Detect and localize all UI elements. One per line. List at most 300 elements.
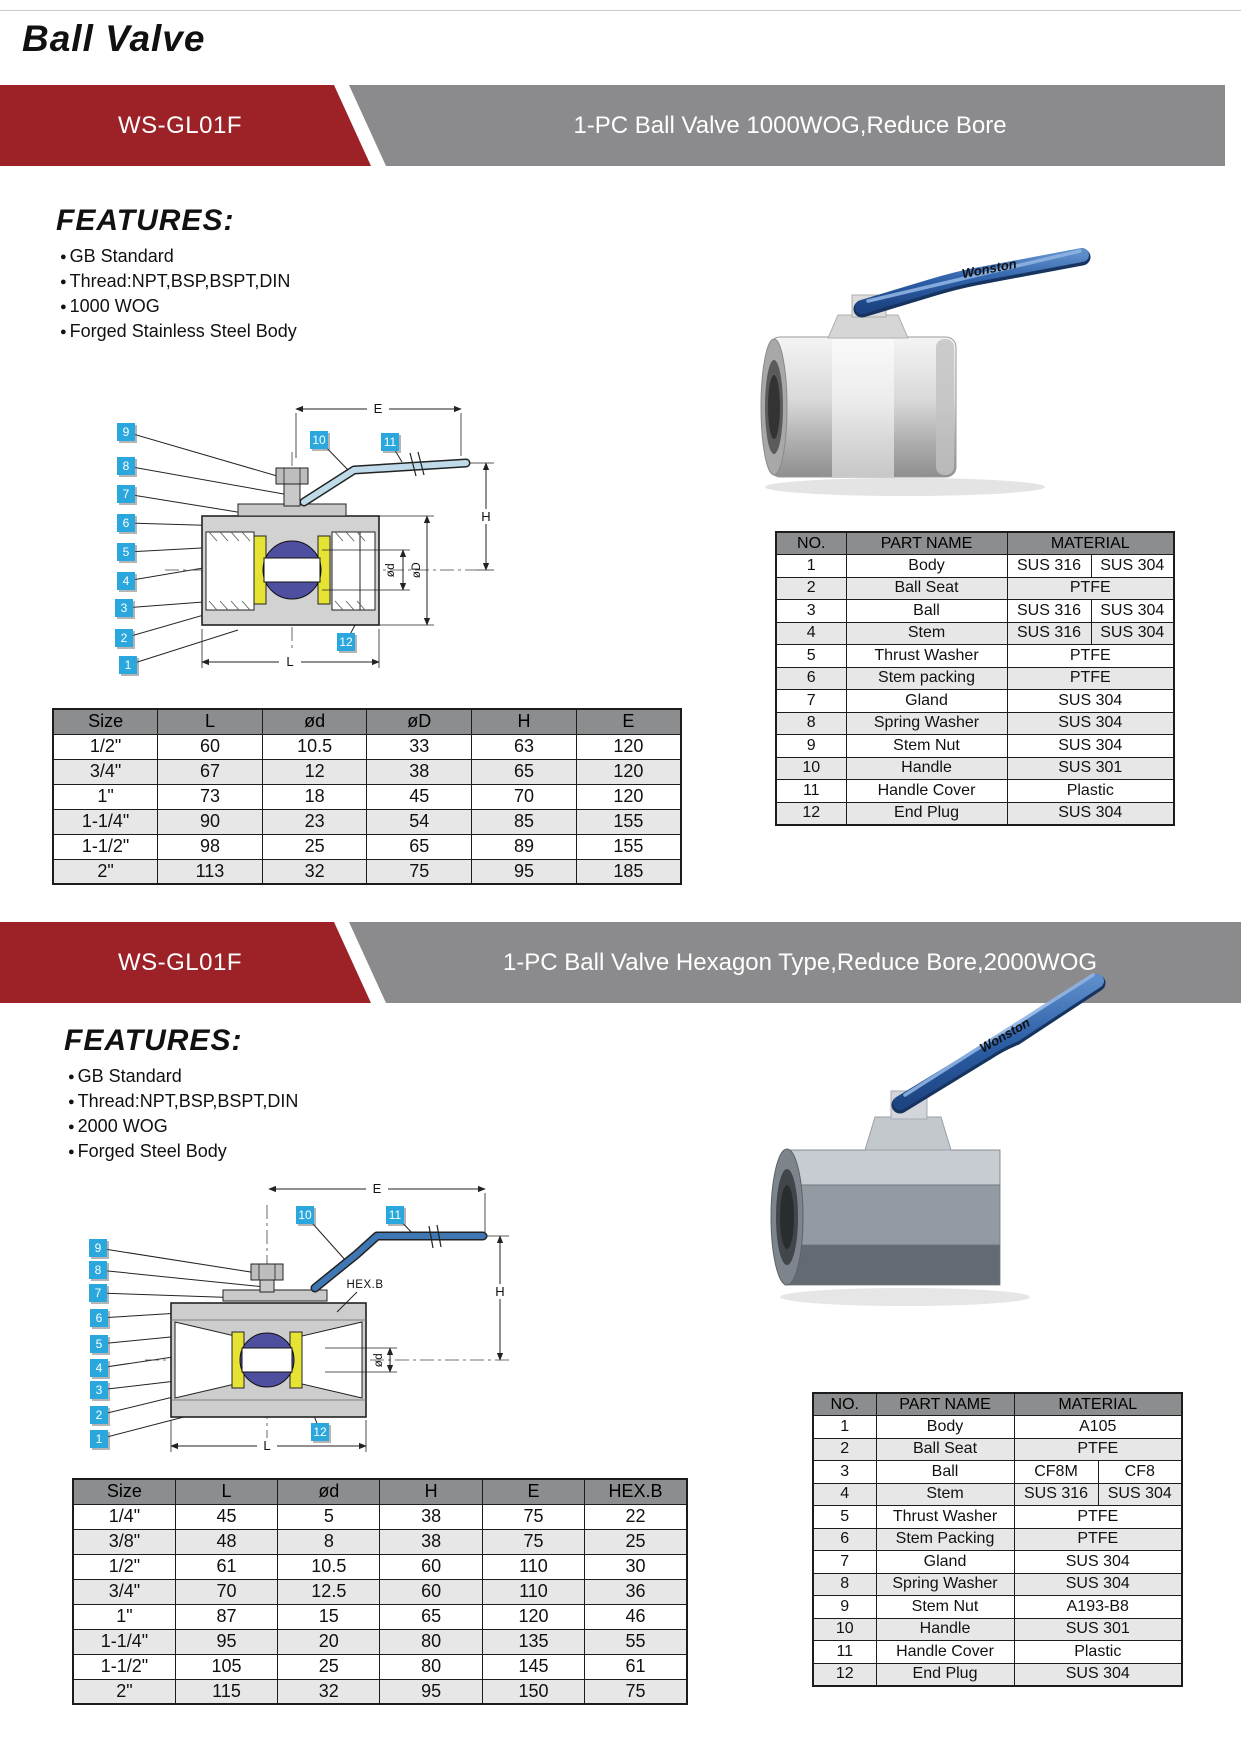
technical-drawing-2 [85,1180,515,1465]
part-number: 10 [813,1618,876,1641]
part-name: Stem [846,622,1007,645]
part-number: 6 [776,667,846,690]
table-cell: 120 [576,734,681,759]
table-header-row [53,709,681,734]
table-row [73,1554,687,1579]
table-row [776,735,1174,758]
table-row [813,1461,1182,1484]
callout-10: 10 [310,431,328,449]
part-name: Spring Washer [846,712,1007,735]
ball [263,541,321,599]
stem-assembly [238,468,346,516]
callout-7: 7 [89,1284,107,1302]
table-cell: 60 [380,1554,482,1579]
part-material: SUS 304 [1014,1551,1182,1574]
table-cell: 2" [73,1679,175,1704]
table-cell: 1/2" [53,734,158,759]
part-number: 1 [813,1416,876,1439]
handle-photo [862,251,1082,309]
table-row [73,1504,687,1529]
column-header: L [175,1479,277,1504]
table-cell: 89 [472,834,577,859]
valve-photo-2 [745,945,1125,1315]
table-cell: 36 [585,1579,687,1604]
parts-table-1 [775,531,1175,826]
table-cell: 110 [482,1579,584,1604]
table-cell: 22 [585,1504,687,1529]
table-cell: 75 [482,1529,584,1554]
part-material: SUS 304 [1014,1663,1182,1686]
table-cell: 45 [367,784,472,809]
part-name: Ball [846,600,1007,623]
size-table-2 [72,1478,688,1705]
table-cell: 15 [278,1604,380,1629]
table-row [813,1641,1182,1664]
table-cell: 120 [576,759,681,784]
valve-body-photo [771,1149,1000,1285]
column-header: MATERIAL [1007,532,1174,555]
part-material: SUS 304 [1091,555,1174,578]
callout-5: 5 [117,543,135,561]
callout-1: 1 [90,1430,108,1448]
part-number: 10 [776,757,846,780]
part-name: Thrust Washer [876,1506,1014,1529]
table-cell: 75 [585,1679,687,1704]
table-row [53,784,681,809]
part-number: 3 [776,600,846,623]
table-cell: 2" [53,859,158,884]
column-header: NO. [813,1393,876,1416]
column-header: ød [262,709,367,734]
table-cell: 135 [482,1629,584,1654]
table-row [776,600,1174,623]
callout-2: 2 [90,1406,108,1424]
table-cell: 90 [158,809,263,834]
table-cell: 18 [262,784,367,809]
part-number: 2 [776,577,846,600]
table-row [776,645,1174,668]
feature-item: ● GB Standard [60,244,297,269]
table-cell: 60 [158,734,263,759]
table-cell: 73 [158,784,263,809]
table-cell: 120 [576,784,681,809]
table-cell: 60 [380,1579,482,1604]
part-material: Plastic [1007,780,1174,803]
part-number: 1 [776,555,846,578]
feature-item: ● GB Standard [68,1064,298,1089]
callout-12: 12 [337,633,355,651]
dimension-E [296,401,461,458]
part-material: CF8M [1014,1461,1098,1484]
part-material: SUS 304 [1007,802,1174,825]
feature-item: ● Forged Stainless Steel Body [60,319,297,344]
table-row [73,1679,687,1704]
part-name: Ball [876,1461,1014,1484]
table-row [813,1573,1182,1596]
handle [304,452,466,502]
table-cell: 25 [262,834,367,859]
feature-item: ● Forged Steel Body [68,1139,298,1164]
part-number: 8 [813,1573,876,1596]
table-cell: 80 [380,1654,482,1679]
feature-item: ● 2000 WOG [68,1114,298,1139]
part-number: 7 [776,690,846,713]
part-name: Handle [846,757,1007,780]
table-row [776,577,1174,600]
table-row [776,667,1174,690]
table-row [813,1618,1182,1641]
table-cell: 70 [175,1579,277,1604]
dim-label-oD: øD [411,561,423,579]
part-name: Stem Nut [876,1596,1014,1619]
table-cell: 38 [380,1504,482,1529]
features-list-2 [64,1064,298,1164]
table-cell: 45 [175,1504,277,1529]
photo-shadow [765,478,1045,496]
part-number: 4 [776,622,846,645]
top-divider [0,10,1241,11]
table-cell: 98 [158,834,263,859]
table-cell: 3/8" [73,1529,175,1554]
product-photo-1 [740,235,1120,500]
table-cell: 65 [472,759,577,784]
product-title-2: 1-PC Ball Valve Hexagon Type,Reduce Bore,2000WOG [502,949,1098,976]
table-row [776,802,1174,825]
table-cell: 32 [278,1679,380,1704]
table-row [813,1596,1182,1619]
part-material: A193-B8 [1014,1596,1182,1619]
part-material: SUS 304 [1007,735,1174,758]
column-header: PART NAME [846,532,1007,555]
table-cell: 46 [585,1604,687,1629]
callout-3: 3 [90,1381,108,1399]
table-cell: 115 [175,1679,277,1704]
part-number: 5 [813,1506,876,1529]
table-cell: 95 [472,859,577,884]
model-code-1: WS-GL01F [117,112,243,139]
callout-9: 9 [117,423,135,441]
table-cell: 87 [175,1604,277,1629]
part-name: Ball Seat [846,577,1007,600]
part-material: SUS 304 [1091,622,1174,645]
part-material: SUS 316 [1007,622,1091,645]
callout-8: 8 [89,1261,107,1279]
features-heading-1: FEATURES: [56,204,235,237]
table-cell: 54 [367,809,472,834]
table-cell: 61 [585,1654,687,1679]
table-row [776,780,1174,803]
table-cell: 155 [576,834,681,859]
callout-11: 11 [386,1206,404,1224]
dim-label-H: H [495,1284,505,1299]
table-cell: 3/4" [53,759,158,784]
callout-1: 1 [119,656,137,674]
section1-banner [0,85,1241,166]
table-cell: 1/4" [73,1504,175,1529]
part-material: SUS 304 [1007,712,1174,735]
part-name: End Plug [876,1663,1014,1686]
table-cell: 1-1/2" [53,834,158,859]
part-name: Stem [876,1483,1014,1506]
table-cell: 1-1/2" [73,1654,175,1679]
table-row [53,759,681,784]
table-row [776,690,1174,713]
table-cell: 150 [482,1679,584,1704]
table-cell: 105 [175,1654,277,1679]
table-cell: 8 [278,1529,380,1554]
part-name: Handle Cover [846,780,1007,803]
table-cell: 25 [585,1529,687,1554]
table-row [73,1529,687,1554]
part-number: 5 [776,645,846,668]
part-name: Gland [876,1551,1014,1574]
callout-9: 9 [89,1239,107,1257]
table-row [776,622,1174,645]
table-row [813,1416,1182,1439]
part-material: SUS 316 [1014,1483,1098,1506]
features-block-2 [64,1024,298,1164]
table-cell: 65 [367,834,472,859]
part-material: SUS 304 [1014,1573,1182,1596]
table-cell: 12.5 [278,1579,380,1604]
column-header: MATERIAL [1014,1393,1182,1416]
table-cell: 33 [367,734,472,759]
part-name: Stem Nut [846,735,1007,758]
stem-assembly [223,1264,327,1301]
table-cell: 63 [472,734,577,759]
part-name: Stem Packing [876,1528,1014,1551]
page-title: Ball Valve [22,18,206,59]
part-material: SUS 304 [1007,690,1174,713]
callout-6: 6 [117,514,135,532]
callout-10: 10 [296,1206,314,1224]
features-list-1 [56,244,297,344]
valve-body-photo [761,337,956,477]
table-row [813,1551,1182,1574]
feature-item: ● Thread:NPT,BSP,BSPT,DIN [68,1089,298,1114]
part-name: Spring Washer [876,1573,1014,1596]
dim-label-hexb: HEX.B [346,1279,384,1291]
table-cell: 61 [175,1554,277,1579]
table-cell: 10.5 [262,734,367,759]
dim-label-H: H [481,509,491,524]
callout-4: 4 [90,1359,108,1377]
part-name: Thrust Washer [846,645,1007,668]
table-cell: 1/2" [73,1554,175,1579]
table-cell: 23 [262,809,367,834]
column-header: NO. [776,532,846,555]
part-number: 2 [813,1438,876,1461]
part-name: Stem packing [846,667,1007,690]
dim-label-E: E [373,401,383,416]
part-number: 12 [776,802,846,825]
technical-drawing-1 [70,400,500,690]
valve-photo-1 [740,235,1120,500]
column-header: Size [53,709,158,734]
table-cell: 95 [380,1679,482,1704]
part-name: Ball Seat [876,1438,1014,1461]
part-material: PTFE [1007,667,1174,690]
part-material: PTFE [1014,1528,1182,1551]
size-table-1 [52,708,682,885]
dim-label-L: L [263,1438,271,1453]
table-row [813,1483,1182,1506]
table-row [53,834,681,859]
photo-shadow [780,1288,1030,1306]
column-header: PART NAME [876,1393,1014,1416]
dimension-L [171,1420,366,1453]
table-cell: 113 [158,859,263,884]
callout-5: 5 [90,1335,108,1353]
part-number: 4 [813,1483,876,1506]
part-name: Body [876,1416,1014,1439]
part-name: Gland [846,690,1007,713]
table-row [813,1528,1182,1551]
part-number: 6 [813,1528,876,1551]
table-row [53,809,681,834]
table-row [73,1604,687,1629]
callout-11: 11 [381,433,399,451]
column-header: ød [278,1479,380,1504]
part-material: SUS 301 [1014,1618,1182,1641]
handle-mount [865,1117,951,1150]
table-cell: 3/4" [73,1579,175,1604]
dimension-H [469,463,495,570]
part-number: 9 [776,735,846,758]
part-name: Handle Cover [876,1641,1014,1664]
feature-item: ● 1000 WOG [60,294,297,319]
table-row [73,1654,687,1679]
column-header: E [482,1479,584,1504]
table-cell: 70 [472,784,577,809]
part-name: End Plug [846,802,1007,825]
part-material: CF8 [1098,1461,1182,1484]
column-header: H [380,1479,482,1504]
table-cell: 1-1/4" [73,1629,175,1654]
table-cell: 95 [175,1629,277,1654]
table-cell: 75 [482,1504,584,1529]
callout-3: 3 [115,599,133,617]
column-header: H [472,709,577,734]
table-row [776,555,1174,578]
features-heading-2: FEATURES: [64,1024,243,1057]
table-cell: 155 [576,809,681,834]
table-header-row [776,532,1174,555]
table-cell: 38 [367,759,472,784]
callout-4: 4 [117,572,135,590]
column-header: L [158,709,263,734]
table-cell: 145 [482,1654,584,1679]
callout-6: 6 [90,1309,108,1327]
table-cell: 48 [175,1529,277,1554]
dim-label-od: ød [373,1352,385,1368]
part-material: SUS 316 [1007,600,1091,623]
parts-table-2 [812,1392,1183,1687]
table-row [73,1579,687,1604]
handle-mount [828,315,908,338]
table-cell: 85 [472,809,577,834]
handle [315,1225,483,1288]
brand-text-2: Wonston [977,1014,1033,1056]
features-block-1 [56,204,297,344]
ball [240,1333,294,1387]
callout-12: 12 [311,1423,329,1441]
part-number: 8 [776,712,846,735]
table-cell: 1-1/4" [53,809,158,834]
part-material: SUS 316 [1007,555,1091,578]
part-material: SUS 304 [1098,1483,1182,1506]
table-cell: 80 [380,1629,482,1654]
part-material: Plastic [1014,1641,1182,1664]
part-name: Body [846,555,1007,578]
table-cell: 55 [585,1629,687,1654]
table-row [53,734,681,759]
table-cell: 1" [73,1604,175,1629]
table-cell: 30 [585,1554,687,1579]
part-number: 9 [813,1596,876,1619]
table-row [776,712,1174,735]
dimension-H [487,1236,509,1360]
table-cell: 38 [380,1529,482,1554]
table-cell: 10.5 [278,1554,380,1579]
table-cell: 20 [278,1629,380,1654]
part-material: PTFE [1014,1506,1182,1529]
part-material: A105 [1014,1416,1182,1439]
callout-2: 2 [115,629,133,647]
dim-label-od: ød [385,562,397,578]
brand-text-1: Wonston [960,255,1018,282]
product-photo-2 [745,945,1125,1315]
table-cell: 65 [380,1604,482,1629]
dim-label-E: E [372,1181,382,1196]
table-row [53,859,681,884]
table-header-row [813,1393,1182,1416]
table-cell: 75 [367,859,472,884]
table-cell: 185 [576,859,681,884]
column-header: HEX.B [585,1479,687,1504]
callout-7: 7 [117,485,135,503]
part-material: PTFE [1007,645,1174,668]
part-number: 11 [813,1641,876,1664]
column-header: E [576,709,681,734]
table-cell: 5 [278,1504,380,1529]
table-cell: 110 [482,1554,584,1579]
table-row [813,1506,1182,1529]
table-header-row [73,1479,687,1504]
feature-item: ● Thread:NPT,BSP,BSPT,DIN [60,269,297,294]
part-number: 11 [776,780,846,803]
part-number: 12 [813,1663,876,1686]
part-name: Handle [876,1618,1014,1641]
table-row [813,1663,1182,1686]
part-material: SUS 304 [1091,600,1174,623]
part-number: 7 [813,1551,876,1574]
part-material: PTFE [1014,1438,1182,1461]
table-cell: 32 [262,859,367,884]
column-header: Size [73,1479,175,1504]
table-row [776,757,1174,780]
table-cell: 120 [482,1604,584,1629]
part-material: PTFE [1007,577,1174,600]
product-title-1: 1-PC Ball Valve 1000WOG,Reduce Bore [573,112,1007,139]
dim-label-L: L [286,654,294,669]
table-cell: 25 [278,1654,380,1679]
handle-photo [900,975,1097,1105]
table-cell: 1" [53,784,158,809]
table-row [73,1629,687,1654]
table-cell: 12 [262,759,367,784]
table-row [813,1438,1182,1461]
